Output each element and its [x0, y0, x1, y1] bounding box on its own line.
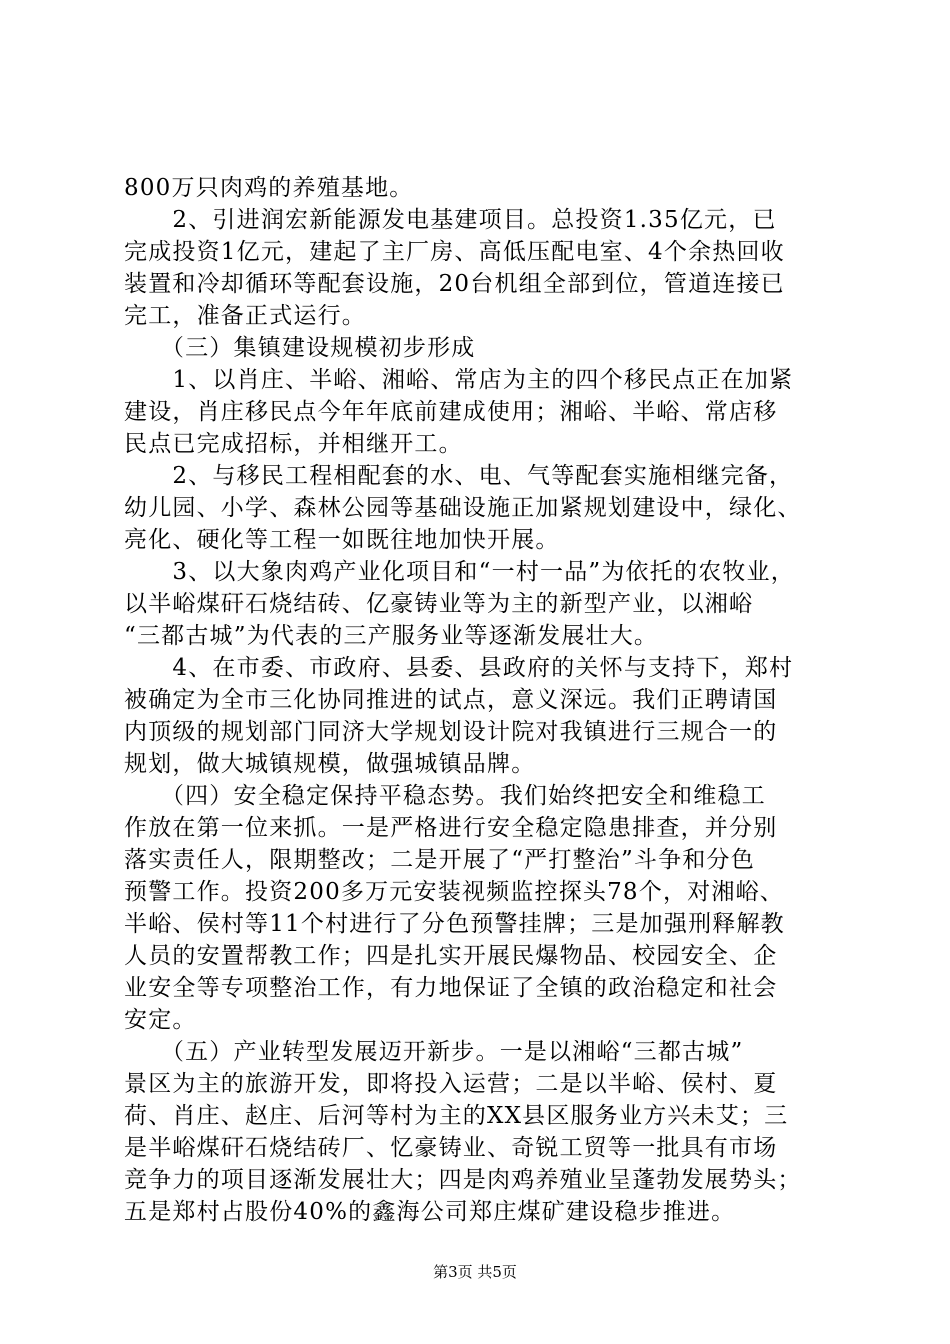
text-line: 3、以大象肉鸡产业化项目和“一村一品”为依托的农牧业，: [124, 559, 795, 585]
text-line: 作放在第一位来抓。一是严格进行安全稳定隐患排查，并分别: [124, 815, 778, 841]
text-line: 完成投资1亿元，建起了主厂房、高低压配电室、4个余热回收: [124, 239, 785, 265]
text-line: 荷、肖庄、赵庄、后河等村为主的XX县区服务业方兴未艾；三: [124, 1103, 789, 1129]
text-line: 800万只肉鸡的养殖基地。: [124, 175, 414, 201]
text-line: 五是郑村占股份40%的鑫海公司郑庄煤矿建设稳步推进。: [124, 1199, 736, 1225]
text-line: 人员的安置帮教工作；四是扎实开展民爆物品、校园安全、企: [124, 943, 778, 969]
text-line: 建设，肖庄移民点今年年底前建成使用；湘峪、半峪、常店移: [124, 399, 778, 425]
text-line: 2、引进润宏新能源发电基建项目。总投资1.35亿元，已: [124, 207, 777, 233]
text-line: “三都古城”为代表的三产服务业等逐渐发展壮大。: [124, 623, 659, 649]
text-line: 2、与移民工程相配套的水、电、气等配套实施相继完备，: [124, 463, 794, 489]
text-line: 业安全等专项整治工作，有力地保证了全镇的政治稳定和社会: [124, 975, 778, 1001]
text-line: 竞争力的项目逐渐发展壮大；四是肉鸡养殖业呈蓬勃发展势头；: [124, 1167, 802, 1193]
text-line: 安定。: [124, 1007, 197, 1033]
text-line: 内顶级的规划部门同济大学规划设计院对我镇进行三规合一的: [124, 719, 778, 745]
page-footer: 第3页 共5页: [433, 1263, 517, 1281]
text-line: 4、在市委、市政府、县委、县政府的关怀与支持下，郑村: [124, 655, 794, 681]
text-line: 幼儿园、小学、森林公园等基础设施正加紧规划建设中，绿化、: [124, 495, 802, 521]
text-line: 以半峪煤矸石烧结砖、亿豪铸业等为主的新型产业，以湘峪: [124, 591, 754, 617]
text-line: 亮化、硬化等工程一如既往地加快开展。: [124, 527, 560, 553]
text-line: 1、以肖庄、半峪、湘峪、常店为主的四个移民点正在加紧: [124, 367, 794, 393]
text-line: 半峪、侯村等11个村进行了分色预警挂牌；三是加强刑释解教: [124, 911, 785, 937]
text-line: 预警工作。投资200多万元安装视频监控探头78个，对湘峪、: [124, 879, 784, 905]
text-line: 被确定为全市三化协同推进的试点，意义深远。我们正聘请国: [124, 687, 778, 713]
text-line: 完工，准备正式运行。: [124, 303, 366, 329]
text-line: 装置和冷却循环等配套设施，20台机组全部到位，管道连接已: [124, 271, 785, 297]
text-line: 是半峪煤矸石烧结砖厂、忆豪铸业、奇锐工贸等一批具有市场: [124, 1135, 778, 1161]
text-line: 民点已完成招标，并相继开工。: [124, 431, 463, 457]
text-line: 落实责任人，限期整改；二是开展了“严打整治”斗争和分色: [124, 847, 755, 873]
text-line: 规划，做大城镇规模，做强城镇品牌。: [124, 751, 536, 777]
text-line: （三）集镇建设规模初步形成: [124, 335, 476, 361]
text-line: （五）产业转型发展迈开新步。一是以湘峪“三都古城”: [124, 1039, 744, 1065]
text-line: （四）安全稳定保持平稳态势。我们始终把安全和维稳工: [124, 783, 766, 809]
text-line: 景区为主的旅游开发，即将投入运营；二是以半峪、侯村、夏: [124, 1071, 778, 1097]
document-body: [124, 172, 844, 1228]
